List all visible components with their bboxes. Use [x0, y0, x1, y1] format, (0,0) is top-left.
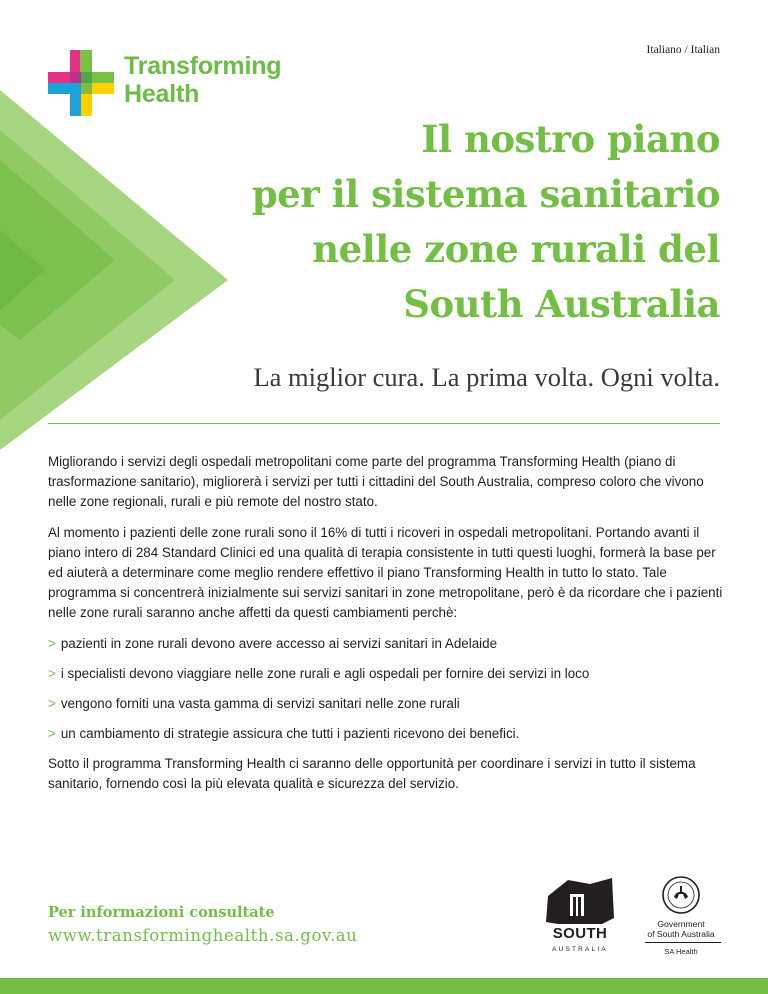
- info-heading: Per informazioni consultate: [48, 904, 275, 921]
- government-department: SA Health: [664, 947, 698, 956]
- list-item: > vengono forniti una vasta gamma di servizi sanitari nelle zone rurali: [48, 696, 460, 711]
- website-link[interactable]: www.transforminghealth.sa.gov.au: [48, 926, 358, 945]
- government-line-2: of South Australia: [647, 929, 715, 939]
- list-item: > i specialisti devono viaggiare nelle zone rurali e agli ospedali per fornire dei servizi in loco: [48, 666, 590, 681]
- bullet-chevron-icon: >: [48, 636, 56, 651]
- title-line-2: per il sistema sanitario: [251, 172, 720, 216]
- bullet-chevron-icon: >: [48, 666, 56, 681]
- bullet-chevron-icon: >: [48, 726, 56, 741]
- logo-line-2: Health: [124, 80, 200, 108]
- bullet-chevron-icon: >: [48, 696, 56, 711]
- body-text: [48, 452, 724, 805]
- footer-bar: [0, 978, 768, 994]
- tagline: La miglior cura. La prima volta. Ogni volta.: [253, 362, 720, 392]
- government-divider: [645, 942, 721, 943]
- logo-line-1: Transforming: [124, 52, 282, 80]
- government-name: [633, 919, 729, 939]
- government-crest-icon: [661, 875, 701, 915]
- list-item: > pazienti in zone rurali devono avere accesso ai servizi sanitari in Adelaide: [48, 636, 498, 651]
- title-line-3: nelle zone rurali del: [312, 227, 720, 271]
- bullet-list: [48, 634, 724, 744]
- language-label: Italiano / Italian: [646, 44, 720, 56]
- south-australia-logo-icon: [540, 874, 620, 956]
- paragraph-closing: Sotto il programma Transforming Health ci saranno delle opportunità per coordinare i servizi in tutto il sistema sanitario, fornendo così la più elevata qualità e sicurezza del servizio.: [48, 756, 696, 791]
- government-line-1: Government: [657, 919, 705, 929]
- list-item: > un cambiamento di strategie assicura che tutti i pazienti ricevono dei benefici.: [48, 726, 520, 741]
- paragraph-rural-patients: Al momento i pazienti delle zone rurali sono il 16% di tutti i ricoveri in ospedali metropolitani. Portando avanti il piano intero di 284 Standard Clinici ed una qualità di terapia consistente in tutti questi luoghi, formerà la base per ed aiuterà a determinare come meglio rendere effettivo il piano Transforming Health in tutto lo stato. Tale programma si concentrerà inizialmente sui servizi sanitari in zone metropolitane, però è da ricordare che i pazienti nelle zone rurali saranno anche affetti da questi cambiamenti perchè:: [48, 525, 723, 620]
- south-australia-logo-subword: AUSTRALIA: [552, 946, 608, 953]
- title-line-1: Il nostro piano: [421, 117, 720, 161]
- paragraph-intro: Migliorando i servizi degli ospedali metropolitani come parte del programma Transforming Health (piano di trasformazione sanitario), migliorerà i servizi per tutti i cittadini del South Australia, compreso coloro che vivono nelle zone regionali, rurali e più remote del nostro stato.: [48, 454, 704, 509]
- title-line-4: South Australia: [403, 282, 720, 326]
- page-title: [160, 112, 720, 332]
- logo-wordmark: [124, 52, 281, 108]
- south-australia-logo-word: SOUTH: [552, 925, 608, 942]
- divider: [48, 423, 720, 424]
- transforming-health-logo-icon: [48, 50, 114, 116]
